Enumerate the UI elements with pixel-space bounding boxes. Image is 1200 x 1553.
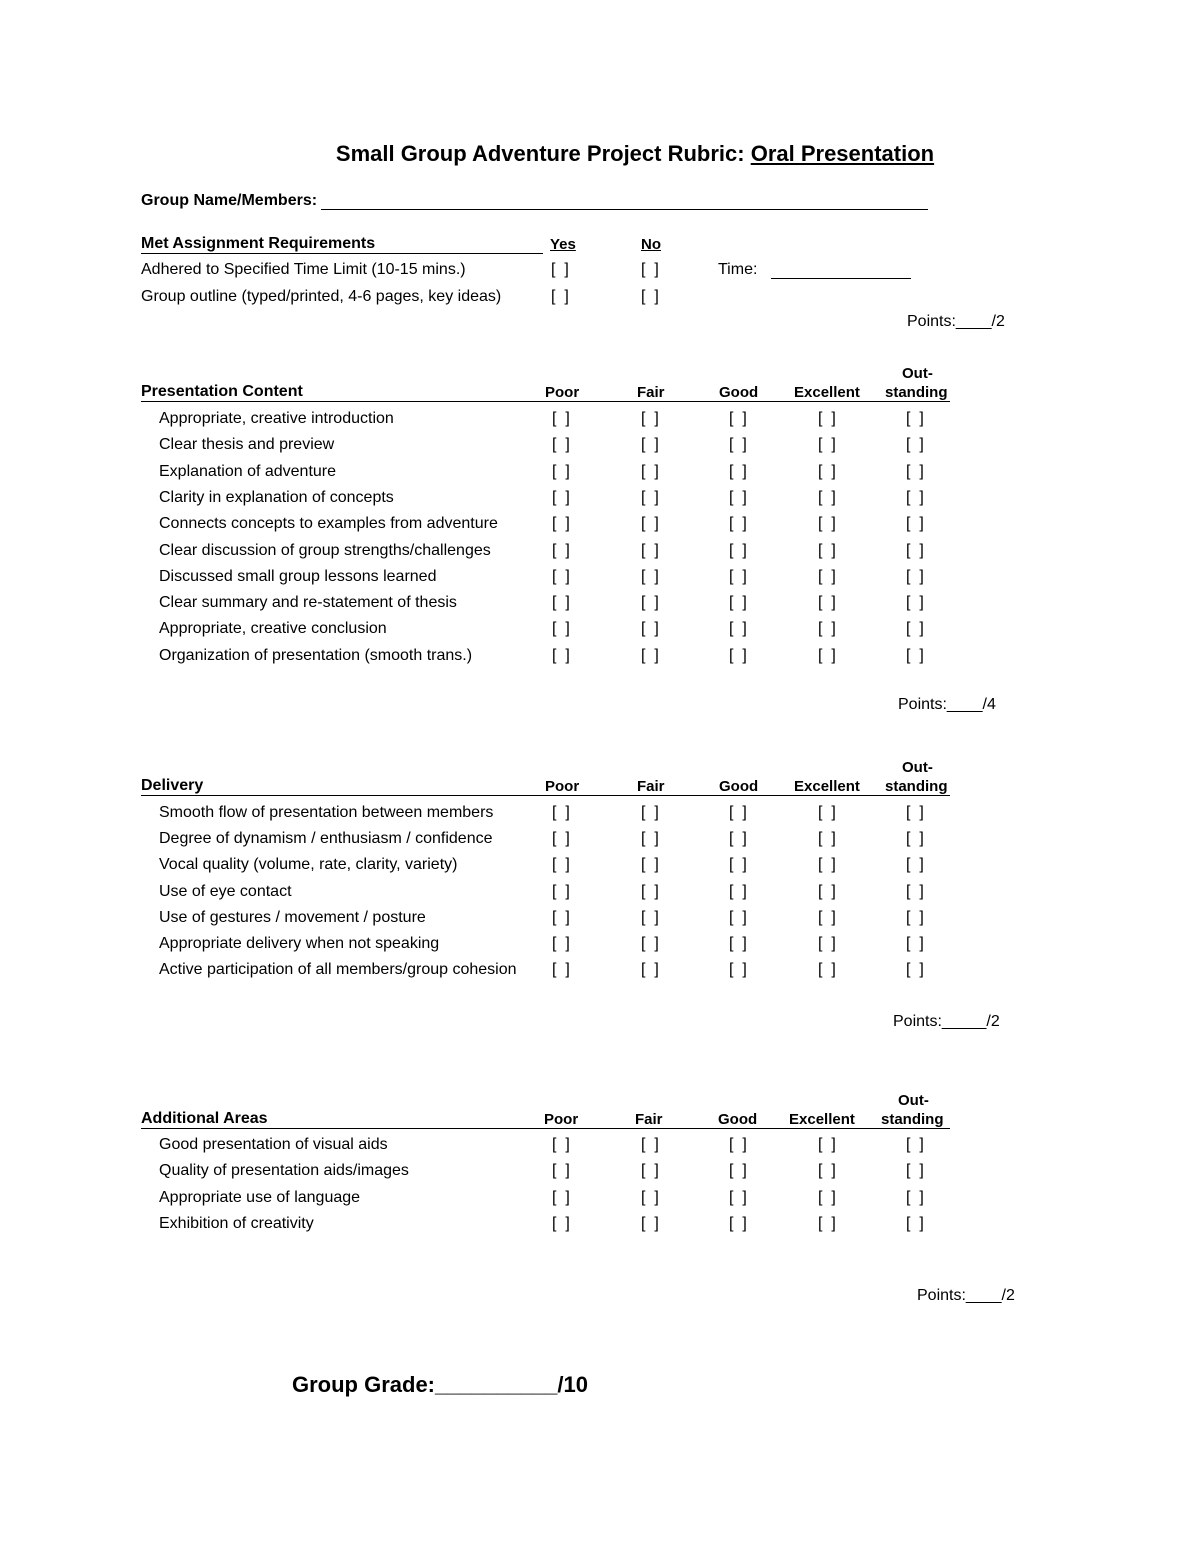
members-label: Group Name/Members:: [141, 192, 318, 209]
checkbox-outstanding[interactable]: [ ]: [906, 410, 924, 427]
content-item: Clear summary and re-statement of thesis: [159, 594, 457, 612]
delivery-item: Active participation of all members/group cohesion: [159, 961, 517, 979]
content-item: Appropriate, creative introduction: [159, 410, 394, 427]
col-fair: Fair: [637, 384, 665, 401]
col-fair: Fair: [635, 1111, 663, 1128]
col-excellent: Excellent: [789, 1111, 855, 1128]
checkbox-good[interactable]: [ ]: [729, 567, 747, 585]
checkbox-excellent[interactable]: [ ]: [818, 804, 836, 821]
checkbox-good[interactable]: [ ]: [729, 436, 747, 454]
checkbox-poor[interactable]: [ ]: [552, 935, 570, 952]
checkbox-no[interactable]: [ ]: [641, 261, 659, 278]
checkbox-poor[interactable]: [ ]: [552, 594, 570, 612]
checkbox-poor[interactable]: [ ]: [552, 436, 570, 454]
col-outstanding-top: Out-: [902, 759, 933, 776]
additional-item: Good presentation of visual aids: [159, 1136, 388, 1153]
checkbox-poor[interactable]: [ ]: [552, 646, 570, 664]
additional-heading-rule: [141, 1128, 950, 1129]
checkbox-outstanding[interactable]: [ ]: [906, 882, 924, 900]
checkbox-outstanding[interactable]: [ ]: [906, 594, 924, 612]
checkbox-excellent[interactable]: [ ]: [818, 1214, 836, 1232]
col-good: Good: [718, 1111, 758, 1128]
additional-points: Points:____/2: [917, 1287, 1015, 1304]
col-fair: Fair: [637, 778, 665, 795]
checkbox-outstanding[interactable]: [ ]: [906, 935, 924, 952]
checkbox-poor[interactable]: [ ]: [552, 410, 570, 427]
checkbox-outstanding[interactable]: [ ]: [906, 620, 924, 638]
checkbox-good[interactable]: [ ]: [729, 462, 747, 480]
grade-label: Group Grade:: [292, 1372, 436, 1397]
checkbox-poor[interactable]: [ ]: [552, 961, 570, 979]
checkbox-good[interactable]: [ ]: [729, 882, 747, 900]
checkbox-poor[interactable]: [ ]: [552, 804, 570, 821]
col-outstanding-top: Out-: [898, 1092, 929, 1109]
checkbox-outstanding[interactable]: [ ]: [906, 804, 924, 821]
content-item: Clear thesis and preview: [159, 436, 335, 454]
content-item: Appropriate, creative conclusion: [159, 620, 387, 638]
checkbox-fair[interactable]: [ ]: [641, 935, 659, 952]
requirement-item: Group outline (typed/printed, 4-6 pages, key ideas): [141, 288, 502, 305]
checkbox-outstanding[interactable]: [ ]: [906, 1162, 924, 1180]
col-excellent: Excellent: [794, 384, 860, 401]
checkbox-good[interactable]: [ ]: [729, 1214, 747, 1232]
col-outstanding-bottom: standing: [881, 1111, 944, 1128]
checkbox-outstanding[interactable]: [ ]: [906, 541, 924, 559]
time-field[interactable]: [718, 261, 911, 279]
checkbox-poor[interactable]: [ ]: [552, 1162, 570, 1180]
page-title: [0, 141, 1200, 167]
delivery-item: Vocal quality (volume, rate, clarity, variety): [159, 856, 458, 874]
group-grade[interactable]: [292, 1372, 588, 1398]
content-heading-rule: [141, 401, 950, 402]
content-item: Clarity in explanation of concepts: [159, 488, 394, 506]
checkbox-outstanding[interactable]: [ ]: [906, 1136, 924, 1153]
checkbox-good[interactable]: [ ]: [729, 961, 747, 979]
checkbox-excellent[interactable]: [ ]: [818, 620, 836, 638]
checkbox-good[interactable]: [ ]: [729, 935, 747, 952]
checkbox-excellent[interactable]: [ ]: [818, 882, 836, 900]
checkbox-outstanding[interactable]: [ ]: [906, 488, 924, 506]
col-good: Good: [719, 778, 759, 795]
delivery-item: Use of eye contact: [159, 882, 292, 900]
additional-item: Appropriate use of language: [159, 1188, 361, 1206]
requirements-heading-rule: [141, 253, 543, 254]
requirement-item: Adhered to Specified Time Limit (10-15 mins.): [141, 261, 466, 278]
checkbox-poor[interactable]: [ ]: [552, 488, 570, 506]
additional-item: Exhibition of creativity: [159, 1214, 314, 1232]
checkbox-outstanding[interactable]: [ ]: [906, 1188, 924, 1206]
col-good: Good: [719, 384, 759, 401]
checkbox-outstanding[interactable]: [ ]: [906, 856, 924, 874]
checkbox-poor[interactable]: [ ]: [552, 462, 570, 480]
title-emphasis: Oral Presentation: [750, 141, 935, 166]
checkbox-outstanding[interactable]: [ ]: [906, 830, 924, 848]
checkbox-good[interactable]: [ ]: [729, 541, 747, 559]
checkbox-poor[interactable]: [ ]: [552, 908, 570, 926]
requirements-heading: Met Assignment Requirements: [141, 235, 376, 252]
col-poor: Poor: [544, 1111, 579, 1128]
content-item: Explanation of adventure: [159, 462, 337, 480]
checkbox-good[interactable]: [ ]: [729, 515, 747, 533]
checkbox-fair[interactable]: [ ]: [641, 436, 659, 454]
checkbox-excellent[interactable]: [ ]: [818, 436, 836, 454]
checkbox-excellent[interactable]: [ ]: [818, 908, 836, 926]
checkbox-fair[interactable]: [ ]: [641, 1162, 659, 1180]
checkbox-excellent[interactable]: [ ]: [818, 1162, 836, 1180]
checkbox-outstanding[interactable]: [ ]: [906, 646, 924, 664]
checkbox-fair[interactable]: [ ]: [641, 488, 659, 506]
checkbox-poor[interactable]: [ ]: [552, 1214, 570, 1232]
delivery-item: Smooth flow of presentation between members: [159, 804, 494, 821]
checkbox-fair[interactable]: [ ]: [641, 567, 659, 585]
delivery-item: Use of gestures / movement / posture: [159, 908, 426, 926]
checkbox-outstanding[interactable]: [ ]: [906, 567, 924, 585]
col-excellent: Excellent: [794, 778, 860, 795]
checkbox-poor[interactable]: [ ]: [552, 1136, 570, 1153]
checkbox-excellent[interactable]: [ ]: [818, 410, 836, 427]
checkbox-excellent[interactable]: [ ]: [818, 1136, 836, 1153]
checkbox-poor[interactable]: [ ]: [552, 830, 570, 848]
checkbox-poor[interactable]: [ ]: [552, 515, 570, 533]
delivery-points: Points:_____/2: [893, 1013, 1000, 1030]
checkbox-no[interactable]: [ ]: [641, 288, 659, 305]
checkbox-excellent[interactable]: [ ]: [818, 961, 836, 979]
col-poor: Poor: [545, 384, 580, 401]
checkbox-excellent[interactable]: [ ]: [818, 935, 836, 952]
delivery-heading-rule: [141, 795, 950, 796]
checkbox-excellent[interactable]: [ ]: [818, 594, 836, 612]
checkbox-fair[interactable]: [ ]: [641, 804, 659, 821]
members-blank-line[interactable]: [321, 193, 928, 210]
checkbox-fair[interactable]: [ ]: [641, 515, 659, 533]
checkbox-good[interactable]: [ ]: [729, 908, 747, 926]
checkbox-fair[interactable]: [ ]: [641, 908, 659, 926]
delivery-item: Appropriate delivery when not speaking: [159, 935, 440, 952]
checkbox-excellent[interactable]: [ ]: [818, 830, 836, 848]
checkbox-outstanding[interactable]: [ ]: [906, 961, 924, 979]
content-item: Clear discussion of group strengths/challenges: [159, 541, 491, 559]
checkbox-outstanding[interactable]: [ ]: [906, 462, 924, 480]
checkbox-excellent[interactable]: [ ]: [818, 515, 836, 533]
checkbox-fair[interactable]: [ ]: [641, 882, 659, 900]
checkbox-yes[interactable]: [ ]: [551, 288, 569, 305]
checkbox-outstanding[interactable]: [ ]: [906, 436, 924, 454]
checkbox-fair[interactable]: [ ]: [641, 462, 659, 480]
time-blank-line[interactable]: [771, 262, 911, 279]
col-outstanding-bottom: standing: [885, 384, 948, 401]
checkbox-poor[interactable]: [ ]: [552, 882, 570, 900]
checkbox-poor[interactable]: [ ]: [552, 856, 570, 874]
checkbox-fair[interactable]: [ ]: [641, 541, 659, 559]
requirements-points: Points:____/2: [907, 313, 1005, 330]
grade-total: /10: [557, 1372, 588, 1397]
grade-blank[interactable]: __________: [435, 1372, 558, 1397]
checkbox-outstanding[interactable]: [ ]: [906, 1214, 924, 1232]
checkbox-fair[interactable]: [ ]: [641, 961, 659, 979]
col-poor: Poor: [545, 778, 580, 795]
content-item: Connects concepts to examples from adventure: [159, 515, 498, 533]
checkbox-fair[interactable]: [ ]: [641, 646, 659, 664]
group-members-field[interactable]: [141, 192, 928, 210]
content-item: Discussed small group lessons learned: [159, 567, 437, 585]
checkbox-fair[interactable]: [ ]: [641, 1214, 659, 1232]
checkbox-fair[interactable]: [ ]: [641, 410, 659, 427]
time-label: Time:: [718, 261, 758, 278]
checkbox-good[interactable]: [ ]: [729, 488, 747, 506]
checkbox-yes[interactable]: [ ]: [551, 261, 569, 278]
col-outstanding-bottom: standing: [885, 778, 948, 795]
additional-item: Quality of presentation aids/images: [159, 1162, 409, 1180]
checkbox-good[interactable]: [ ]: [729, 830, 747, 848]
checkbox-fair[interactable]: [ ]: [641, 830, 659, 848]
col-outstanding-top: Out-: [902, 365, 933, 382]
content-item: Organization of presentation (smooth trans.): [159, 646, 473, 664]
checkbox-good[interactable]: [ ]: [729, 1162, 747, 1180]
checkbox-excellent[interactable]: [ ]: [818, 856, 836, 874]
checkbox-good[interactable]: [ ]: [729, 1136, 747, 1153]
checkbox-fair[interactable]: [ ]: [641, 620, 659, 638]
content-heading: Presentation Content: [141, 383, 303, 400]
checkbox-good[interactable]: [ ]: [729, 646, 747, 664]
checkbox-poor[interactable]: [ ]: [552, 541, 570, 559]
col-no: No: [641, 236, 661, 253]
checkbox-good[interactable]: [ ]: [729, 804, 747, 821]
checkbox-excellent[interactable]: [ ]: [818, 646, 836, 664]
additional-heading: Additional Areas: [141, 1110, 268, 1127]
checkbox-poor[interactable]: [ ]: [552, 1188, 570, 1206]
checkbox-excellent[interactable]: [ ]: [818, 488, 836, 506]
delivery-heading: Delivery: [141, 777, 204, 794]
checkbox-fair[interactable]: [ ]: [641, 594, 659, 612]
checkbox-good[interactable]: [ ]: [729, 856, 747, 874]
checkbox-good[interactable]: [ ]: [729, 1188, 747, 1206]
checkbox-poor[interactable]: [ ]: [552, 567, 570, 585]
delivery-item: Degree of dynamism / enthusiasm / confidence: [159, 830, 493, 848]
checkbox-excellent[interactable]: [ ]: [818, 462, 836, 480]
checkbox-fair[interactable]: [ ]: [641, 1136, 659, 1153]
checkbox-outstanding[interactable]: [ ]: [906, 515, 924, 533]
checkbox-outstanding[interactable]: [ ]: [906, 908, 924, 926]
col-yes: Yes: [550, 236, 576, 253]
title-prefix: Small Group Adventure Project Rubric:: [335, 141, 751, 166]
checkbox-excellent[interactable]: [ ]: [818, 1188, 836, 1206]
checkbox-excellent[interactable]: [ ]: [818, 541, 836, 559]
checkbox-excellent[interactable]: [ ]: [818, 567, 836, 585]
checkbox-good[interactable]: [ ]: [729, 620, 747, 638]
checkbox-good[interactable]: [ ]: [729, 410, 747, 427]
checkbox-fair[interactable]: [ ]: [641, 1188, 659, 1206]
checkbox-good[interactable]: [ ]: [729, 594, 747, 612]
content-points: Points:____/4: [898, 696, 996, 713]
checkbox-fair[interactable]: [ ]: [641, 856, 659, 874]
checkbox-poor[interactable]: [ ]: [552, 620, 570, 638]
